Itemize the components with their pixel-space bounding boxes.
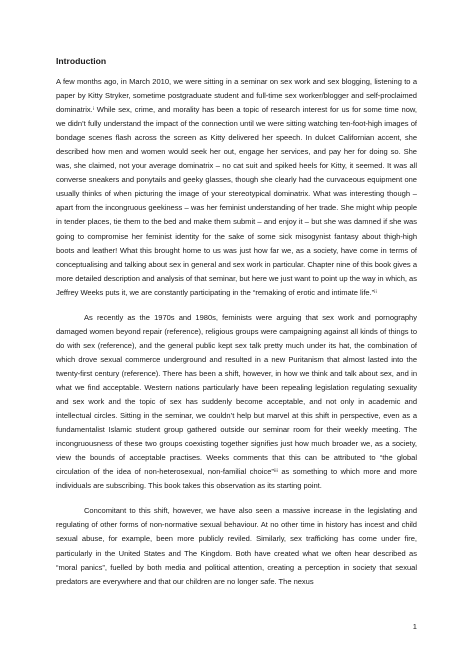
- paragraph: Concomitant to this shift, however, we have also seen a massive increase in the legislating and regulating of other forms of non-normative sexual behaviour. At no other time in history has incest and child sexual abuse, for example, been more publicly reviled. Similarly, sex trafficking has come under fire, particularly in the United States and The Kingdom. Both have created what we often hear described as “moral panics”, fuelled by both media and political attention, creating a perception in society that sexual predators are everywhere and that our children are no longer safe. The nexus: [56, 506, 417, 586]
- paragraph: As recently as the 1970s and 1980s, feminists were arguing that sex work and pornography damaged women beyond repair (reference), religious groups were campaigning against all kinds of things to do with sex (reference), and the general public kept sex talk pretty much under its hat, the combination of which drove sexual commerce underground and resulted in a new Puritanism that almost lasted into the twenty-first century (reference). There has been a shift, however, in how we think and talk about sex, and in what we find acceptable. Western nations particularly have been repealing legislation regulating sexuality and sex work and the topic of sex has suddenly become acceptable, and not only in academic and intellectual circles. Sitting in the seminar, we couldn’t help but marvel at this shift in perspective, even as a fundamentalist Islamic student group gathered outside our seminar room for their weekly meeting. The incongruousness of these two groups coexisting together signifies just how much broader we, as a society, view the bounds of acceptable practises. Weeks comments that this can be attributed to “the global circulation of the idea of non-heterosexual, non-familial choice”ⁱⁱⁱ as something to which more and more individuals are subscribing. This book takes this observation as its starting point.: [56, 312, 417, 491]
- page-body: [56, 56, 417, 600]
- paragraph: A few months ago, in March 2010, we were sitting in a seminar on sex work and sex blogging, listening to a paper by Kitty Stryker, sometime postgraduate student and full-time sex worker/blogger and self-proclaimed dominatrix.ⁱ While sex, crime, and morality has been a topic of research interest for us for some time now, we didn’t fully understand the impact of the connection until we were sitting watching ten-foot-high images of bondage scenes flash across the screen as Kitty delivered her speech. In dulcet Californian accent, she described how men and women would seek her out, engage her services, and pay her for doing so. She was, she claimed, not your average dominatrix – no cat suit and spiked heels for Kitty, it seemed. It was all converse sneakers and ponytails and geeky glasses, though she clearly had the curvaceous equipment one usually thinks of when picturing the image of your stereotypical dominatrix. What was interesting though – apart from the incongruous geekiness – was her feminist understanding of her trade. She might whip people in tender places, tie them to the bed and make them submit – and enjoy it – but she was damned if she was going to compromise her feminist identity for the sake of some sick misogynist fantasy about thigh-high boots and leather! What this brought home to us was just how far we, as a society, have come in terms of conceptualising and talking about sex in general and sex work in particular. Chapter nine of this book gives a more detailed description and analysis of that seminar, but here we just want to point up the way in which, as Jeffrey Weeks puts it, we are constantly participating in the “remaking of erotic and intimate life.”ⁱⁱ: [56, 77, 417, 297]
- page-number: 1: [412, 622, 417, 631]
- section-heading: Introduction: [56, 56, 107, 66]
